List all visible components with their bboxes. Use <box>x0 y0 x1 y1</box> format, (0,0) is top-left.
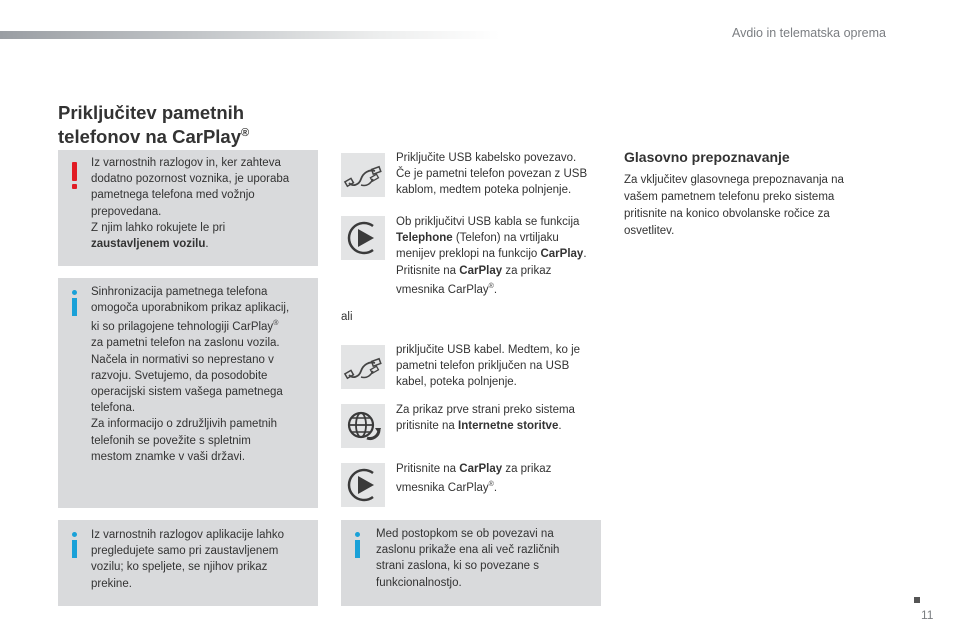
page-title-line2: telefonov na CarPlay® <box>58 126 250 148</box>
page-number: 11 <box>921 608 934 622</box>
carplay-play-icon <box>341 216 385 260</box>
info-box-safety <box>58 520 318 606</box>
info-sync-text: Sinhronizacija pametnega telefona omogoča uporabnikom prikaz aplikacij, ki so prilagojene tehnologiji CarPlay® za pametni telefon na zaslonu vozila. Načela in normativi so neprestano v razvoju. Svetujemo, da posodobite operacijski sistem vašega pametnega telefona. Za informacijo o združljivih pametnih telefonih se povežite s spletnim mestom znamke v vaši državi. <box>91 286 290 463</box>
or-label: ali <box>341 311 353 323</box>
info-icon <box>71 532 79 558</box>
header-gradient-bar <box>0 31 500 39</box>
usb-cable-icon <box>341 153 385 197</box>
info-icon <box>354 532 362 558</box>
carplay-play-icon <box>341 463 385 507</box>
exclamation-warning-icon <box>70 162 80 190</box>
step-usb-alternative-text: priključite USB kabel. Medtem, ko je pametni telefon priključen na USB kabel, poteka polnjenje. <box>396 344 581 389</box>
internet-services-icon <box>341 404 385 448</box>
info-box-connection <box>341 520 601 606</box>
info-box-sync <box>58 278 318 508</box>
page-title <box>58 103 249 147</box>
info-safety-text: Iz varnostnih razlogov aplikacije lahko pregledujete samo pri zaustavljenem vozilu; ko speljete, se njihov prikaz prekine. <box>91 529 285 590</box>
step-usb-connect-text: Priključite USB kabelsko povezavo. Če je pametni telefon povezan z USB kablom, medtem poteka polnjenje. <box>396 152 588 197</box>
usb-cable-icon <box>341 345 385 389</box>
step-carplay-press-text: Pritisnite na CarPlay za prikaz vmesnika CarPlay®. <box>396 463 552 495</box>
step-internet-services-text: Za prikaz prve strani preko sistema pritisnite na Internetne storitve. <box>396 404 575 433</box>
page-marker <box>914 597 920 603</box>
voice-recognition-heading: Glasovno prepoznavanje <box>624 149 790 165</box>
section-header: Avdio in telematska oprema <box>731 26 886 40</box>
warning-box <box>58 150 318 266</box>
step-telephone-carplay-text: Ob priključitvi USB kabla se funkcija Telephone (Telefon) na vrtiljaku menijev preklopi na funkcijo CarPlay. Pritisnite na CarPlay za prikaz vmesnika CarPlay®. <box>396 216 587 296</box>
registered-mark: ® <box>241 127 250 139</box>
info-icon <box>71 290 79 316</box>
info-connection-text: Med postopkom se ob povezavi na zaslonu prikaže ena ali več različnih strani zaslona, ki so povezane s funkcionalnostjo. <box>376 528 560 589</box>
voice-recognition-text: Za vključitev glasovnega prepoznavanja na vašem pametnem telefonu preko sistema pritisnite na konico obvolanske ročice za osvetlitev. <box>624 174 844 237</box>
page-title-line1: Priključitev pametnih <box>58 102 245 123</box>
warning-text: Iz varnostnih razlogov in, ker zahteva dodatno pozornost voznika, je uporaba pametnega telefona med vožnjo prepovedana. Z njim lahko rokujete le pri zaustavljenem vozilu. <box>91 157 290 251</box>
